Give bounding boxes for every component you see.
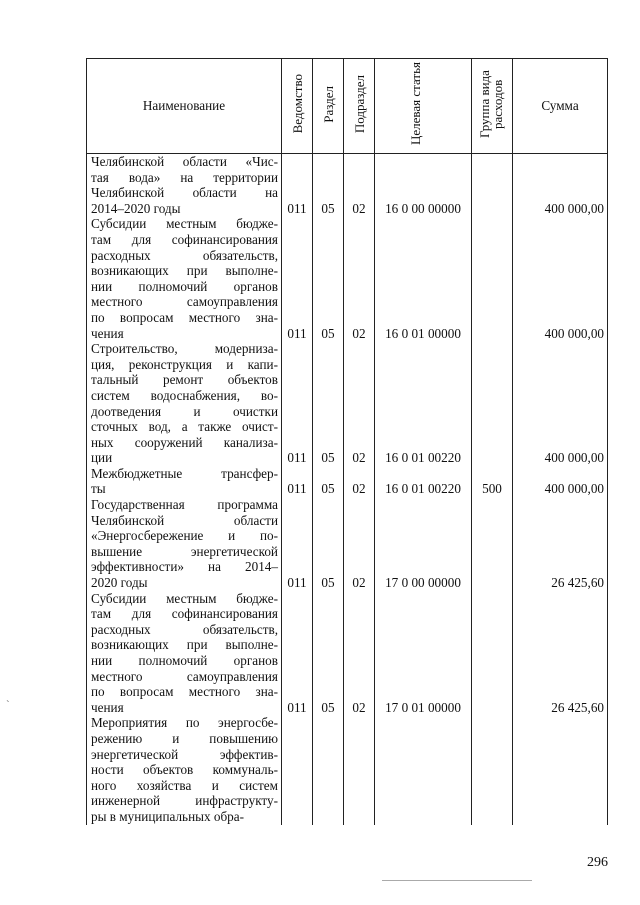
- row-celevaya: 16 0 00 00000: [375, 154, 472, 217]
- header-row: [87, 59, 608, 154]
- row-name-line: нии полномочий органов: [91, 653, 278, 668]
- row-gruppa: [472, 591, 513, 716]
- row-name-line: ры в муниципальных обра-: [91, 808, 245, 824]
- row-name-line: по вопросам местного зна-: [91, 684, 278, 700]
- table-row: [87, 497, 608, 591]
- row-name-line: инженерной инфраструкту-: [91, 793, 278, 809]
- row-name-line: там для софинансирования: [91, 606, 278, 622]
- row-summa: [513, 715, 608, 824]
- row-name-line: Челябинской области «Чис-: [91, 154, 278, 169]
- row-razdel: [313, 715, 344, 824]
- row-razdel: 05: [313, 216, 344, 341]
- row-celevaya: 17 0 00 00000: [375, 497, 472, 591]
- row-gruppa: [472, 497, 513, 591]
- stray-mark: `: [6, 699, 10, 711]
- header-razdel: Раздел: [313, 59, 344, 154]
- row-name: [87, 341, 282, 466]
- row-razdel: 05: [313, 497, 344, 591]
- row-name-line: Государственная программа: [91, 497, 278, 513]
- header-vedomstvo: Ведомство: [282, 59, 313, 154]
- row-name-line: режению и повышению: [91, 730, 278, 746]
- row-name: [87, 216, 282, 341]
- row-name: [87, 591, 282, 716]
- row-podrazdel: 02: [344, 497, 375, 591]
- row-podrazdel: 02: [344, 466, 375, 497]
- table-row: [87, 341, 608, 466]
- row-podrazdel: 02: [344, 591, 375, 716]
- table-row: [87, 591, 608, 716]
- row-razdel: 05: [313, 591, 344, 716]
- header-gruppa: Группа вида расходов: [472, 59, 513, 154]
- row-gruppa: [472, 715, 513, 824]
- row-name: [87, 466, 282, 497]
- table-row: [87, 715, 608, 824]
- row-name-line: вышение энергетической: [91, 543, 278, 559]
- row-vedomstvo: 011: [282, 341, 313, 466]
- row-name-line: нии полномочий органов: [91, 278, 278, 294]
- row-name: [87, 497, 282, 591]
- row-razdel: 05: [313, 154, 344, 217]
- row-podrazdel: 02: [344, 154, 375, 217]
- row-name-line: чения: [91, 699, 124, 715]
- table-row: [87, 154, 608, 217]
- row-name: [87, 154, 282, 217]
- row-summa: 400 000,00: [513, 216, 608, 341]
- page-number: 296: [587, 855, 608, 870]
- row-name-line: Мероприятия по энергосбе-: [91, 715, 278, 731]
- row-summa: 26 425,60: [513, 591, 608, 716]
- row-vedomstvo: 011: [282, 497, 313, 591]
- header-summa: Сумма: [513, 59, 608, 154]
- row-summa: 400 000,00: [513, 341, 608, 466]
- row-name-line: Субсидии местным бюдже-: [91, 216, 278, 232]
- row-gruppa: 500: [472, 466, 513, 497]
- row-summa: 400 000,00: [513, 154, 608, 217]
- row-name-line: 2020 годы: [91, 575, 148, 591]
- row-vedomstvo: 011: [282, 591, 313, 716]
- row-vedomstvo: [282, 715, 313, 824]
- row-name-line: там для софинансирования: [91, 231, 278, 247]
- row-name-line: сточных вод, а также очист-: [91, 419, 278, 435]
- row-name-line: возникающих при выполне-: [91, 637, 278, 653]
- row-podrazdel: 02: [344, 216, 375, 341]
- row-name-line: эффективности» на 2014–: [91, 559, 278, 575]
- row-razdel: 05: [313, 466, 344, 497]
- row-name-line: по вопросам местного зна-: [91, 309, 278, 325]
- row-name: [87, 715, 282, 824]
- row-name-line: расходных обязательств,: [91, 247, 278, 263]
- row-name-line: Субсидии местным бюдже-: [91, 590, 278, 606]
- row-gruppa: [472, 154, 513, 217]
- row-podrazdel: 02: [344, 341, 375, 466]
- table-row: [87, 466, 608, 497]
- table-row: [87, 216, 608, 341]
- header-celevaya: Целевая статья: [375, 59, 472, 154]
- row-name-line: ности объектов коммуналь-: [91, 762, 278, 778]
- row-summa: 400 000,00: [513, 466, 608, 497]
- row-name-line: расходных обязательств,: [91, 621, 278, 637]
- row-name-line: Челябинской области: [91, 512, 278, 528]
- budget-table: [86, 58, 608, 825]
- row-name-line: Строительство, модерниза-: [91, 341, 278, 357]
- row-celevaya: 16 0 01 00220: [375, 341, 472, 466]
- row-name-line: «Энергосбережение и по-: [91, 528, 278, 544]
- row-vedomstvo: 011: [282, 466, 313, 497]
- footer-divider: [382, 880, 532, 881]
- row-name-line: местного самоуправления: [91, 668, 278, 684]
- row-name-line: доотведения и очистки: [91, 403, 278, 419]
- row-celevaya: 17 0 01 00000: [375, 591, 472, 716]
- row-razdel: 05: [313, 341, 344, 466]
- row-name-line: местного самоуправления: [91, 294, 278, 310]
- header-name: Наименование: [87, 59, 282, 154]
- row-name-line: Челябинской области на: [91, 185, 278, 201]
- row-name-line: ных сооружений канализа-: [91, 434, 278, 450]
- row-name-line: тая вода» на территории: [91, 169, 278, 185]
- row-summa: 26 425,60: [513, 497, 608, 591]
- row-name-line: ного хозяйства и систем: [91, 777, 278, 793]
- row-vedomstvo: 011: [282, 216, 313, 341]
- row-name-line: систем водоснабжения, во-: [91, 387, 278, 403]
- row-name-line: ты: [91, 481, 106, 497]
- row-gruppa: [472, 216, 513, 341]
- row-celevaya: [375, 715, 472, 824]
- row-podrazdel: [344, 715, 375, 824]
- row-name-line: энергетической эффектив-: [91, 746, 278, 762]
- row-name-line: чения: [91, 325, 124, 341]
- row-name-line: ция, реконструкция и капи-: [91, 356, 278, 372]
- row-gruppa: [472, 341, 513, 466]
- row-celevaya: 16 0 01 00000: [375, 216, 472, 341]
- row-name-line: возникающих при выполне-: [91, 263, 278, 279]
- row-name-line: ции: [91, 450, 113, 466]
- header-podrazdel: Подраздел: [344, 59, 375, 154]
- row-name-line: 2014–2020 годы: [91, 200, 181, 216]
- row-name-line: Межбюджетные трансфер-: [91, 465, 278, 481]
- row-name-line: тальный ремонт объектов: [91, 372, 278, 388]
- row-celevaya: 16 0 01 00220: [375, 466, 472, 497]
- row-vedomstvo: 011: [282, 154, 313, 217]
